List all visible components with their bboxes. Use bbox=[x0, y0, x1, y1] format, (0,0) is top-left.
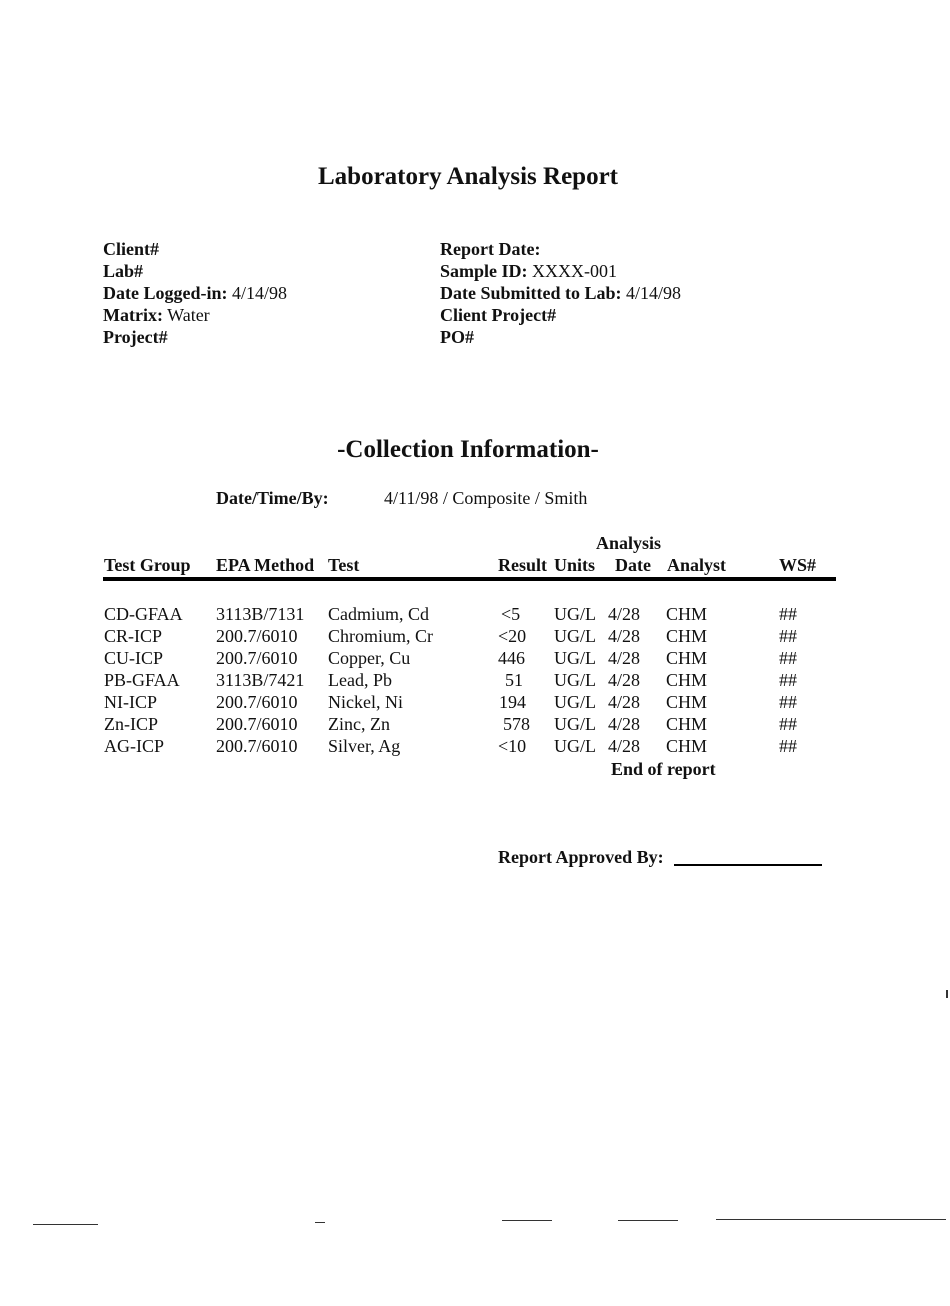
scan-mark bbox=[946, 990, 948, 998]
cell-test-group: PB-GFAA bbox=[104, 670, 180, 690]
client-project-label: Client Project# bbox=[440, 305, 557, 325]
cell-ws: ## bbox=[779, 714, 797, 734]
date-submitted-label: Date Submitted to Lab: bbox=[440, 283, 622, 303]
matrix-value: Water bbox=[167, 305, 210, 325]
cell-test: Cadmium, Cd bbox=[328, 604, 430, 624]
cell-epa-method: 200.7/6010 bbox=[216, 648, 298, 668]
cell-ws: ## bbox=[779, 626, 797, 646]
scan-mark bbox=[502, 1220, 552, 1221]
cell-analyst: CHM bbox=[666, 648, 708, 668]
approval-label: Report Approved By: bbox=[498, 847, 664, 867]
cell-epa-method: 3113B/7131 bbox=[216, 604, 305, 624]
cell-date: 4/28 bbox=[608, 604, 641, 624]
po-number-label: PO# bbox=[440, 327, 474, 347]
cell-date: 4/28 bbox=[608, 648, 641, 668]
po-number-line bbox=[440, 326, 474, 348]
cell-units: UG/L bbox=[554, 604, 596, 624]
cell-units: UG/L bbox=[554, 714, 596, 734]
cell-ws: ## bbox=[779, 736, 797, 756]
cell-date: 4/28 bbox=[608, 670, 641, 690]
cell-date: 4/28 bbox=[608, 736, 641, 756]
cell-analyst: CHM bbox=[666, 670, 708, 690]
signature-line bbox=[674, 864, 822, 866]
cell-date: 4/28 bbox=[608, 714, 641, 734]
cell-result: 194 bbox=[499, 692, 526, 712]
matrix-label: Matrix: bbox=[103, 305, 163, 325]
col-header-ws: WS# bbox=[779, 555, 817, 575]
report-date-line bbox=[440, 238, 540, 260]
cell-units: UG/L bbox=[554, 736, 596, 756]
analysis-group-header: Analysis bbox=[596, 533, 662, 553]
cell-analyst: CHM bbox=[666, 604, 708, 624]
cell-test: Copper, Cu bbox=[328, 648, 411, 668]
cell-epa-method: 200.7/6010 bbox=[216, 736, 298, 756]
collection-label: Date/Time/By: bbox=[216, 488, 329, 508]
lab-number-line bbox=[103, 260, 143, 282]
cell-units: UG/L bbox=[554, 670, 596, 690]
col-header-analyst: Analyst bbox=[667, 555, 727, 575]
cell-analyst: CHM bbox=[666, 714, 708, 734]
collection-value: 4/11/98 / Composite / Smith bbox=[384, 488, 588, 508]
cell-test-group: AG-ICP bbox=[104, 736, 165, 756]
col-header-result: Result bbox=[498, 555, 547, 575]
client-project-line bbox=[440, 304, 556, 326]
cell-ws: ## bbox=[779, 670, 797, 690]
lab-number-label: Lab# bbox=[103, 261, 144, 281]
cell-test-group: CD-GFAA bbox=[104, 604, 183, 624]
report-title: Laboratory Analysis Report bbox=[318, 163, 618, 190]
scan-mark bbox=[618, 1220, 678, 1221]
project-number-line bbox=[103, 326, 168, 348]
project-number-label: Project# bbox=[103, 327, 168, 347]
col-header-test: Test bbox=[328, 555, 360, 575]
date-logged-in-line bbox=[103, 282, 287, 304]
cell-result: 51 bbox=[505, 670, 523, 690]
cell-units: UG/L bbox=[554, 692, 596, 712]
client-number-line bbox=[103, 238, 159, 260]
cell-result: <20 bbox=[498, 626, 527, 646]
end-of-report: End of report bbox=[611, 759, 716, 779]
cell-test-group: CR-ICP bbox=[104, 626, 163, 646]
cell-epa-method: 3113B/7421 bbox=[216, 670, 305, 690]
cell-ws: ## bbox=[779, 604, 797, 624]
cell-test: Lead, Pb bbox=[328, 670, 392, 690]
cell-analyst: CHM bbox=[666, 626, 708, 646]
cell-date: 4/28 bbox=[608, 626, 641, 646]
header-rule bbox=[103, 577, 836, 581]
sample-id-label: Sample ID: bbox=[440, 261, 528, 281]
cell-test-group: CU-ICP bbox=[104, 648, 164, 668]
date-logged-in-label: Date Logged-in: bbox=[103, 283, 228, 303]
cell-units: UG/L bbox=[554, 648, 596, 668]
cell-units: UG/L bbox=[554, 626, 596, 646]
cell-test: Silver, Ag bbox=[328, 736, 401, 756]
cell-ws: ## bbox=[779, 692, 797, 712]
scan-mark bbox=[716, 1219, 946, 1220]
col-header-epa-method: EPA Method bbox=[216, 555, 315, 575]
cell-test: Zinc, Zn bbox=[328, 714, 390, 734]
scan-mark bbox=[315, 1222, 325, 1223]
cell-epa-method: 200.7/6010 bbox=[216, 692, 298, 712]
cell-ws: ## bbox=[779, 648, 797, 668]
date-submitted-line bbox=[440, 282, 681, 304]
cell-test: Chromium, Cr bbox=[328, 626, 434, 646]
date-submitted-value: 4/14/98 bbox=[626, 283, 682, 303]
col-header-date: Date bbox=[615, 555, 651, 575]
cell-result: <10 bbox=[498, 736, 527, 756]
sample-id-value: XXXX-001 bbox=[532, 261, 618, 281]
cell-epa-method: 200.7/6010 bbox=[216, 626, 298, 646]
col-header-test-group: Test Group bbox=[104, 555, 191, 575]
scan-mark bbox=[33, 1224, 98, 1225]
cell-analyst: CHM bbox=[666, 692, 708, 712]
cell-test: Nickel, Ni bbox=[328, 692, 403, 712]
cell-test-group: NI-ICP bbox=[104, 692, 157, 712]
matrix-line bbox=[103, 304, 210, 326]
cell-test-group: Zn-ICP bbox=[104, 714, 158, 734]
cell-epa-method: 200.7/6010 bbox=[216, 714, 298, 734]
sample-id-line bbox=[440, 260, 617, 282]
cell-date: 4/28 bbox=[608, 692, 641, 712]
collection-title: -Collection Information- bbox=[337, 436, 599, 463]
cell-analyst: CHM bbox=[666, 736, 708, 756]
date-logged-in-value: 4/14/98 bbox=[232, 283, 288, 303]
client-number-label: Client# bbox=[103, 239, 159, 259]
report-date-label: Report Date: bbox=[440, 239, 541, 259]
cell-result: 578 bbox=[503, 714, 530, 734]
col-header-units: Units bbox=[554, 555, 596, 575]
cell-result: 446 bbox=[498, 648, 525, 668]
cell-result: <5 bbox=[501, 604, 521, 624]
